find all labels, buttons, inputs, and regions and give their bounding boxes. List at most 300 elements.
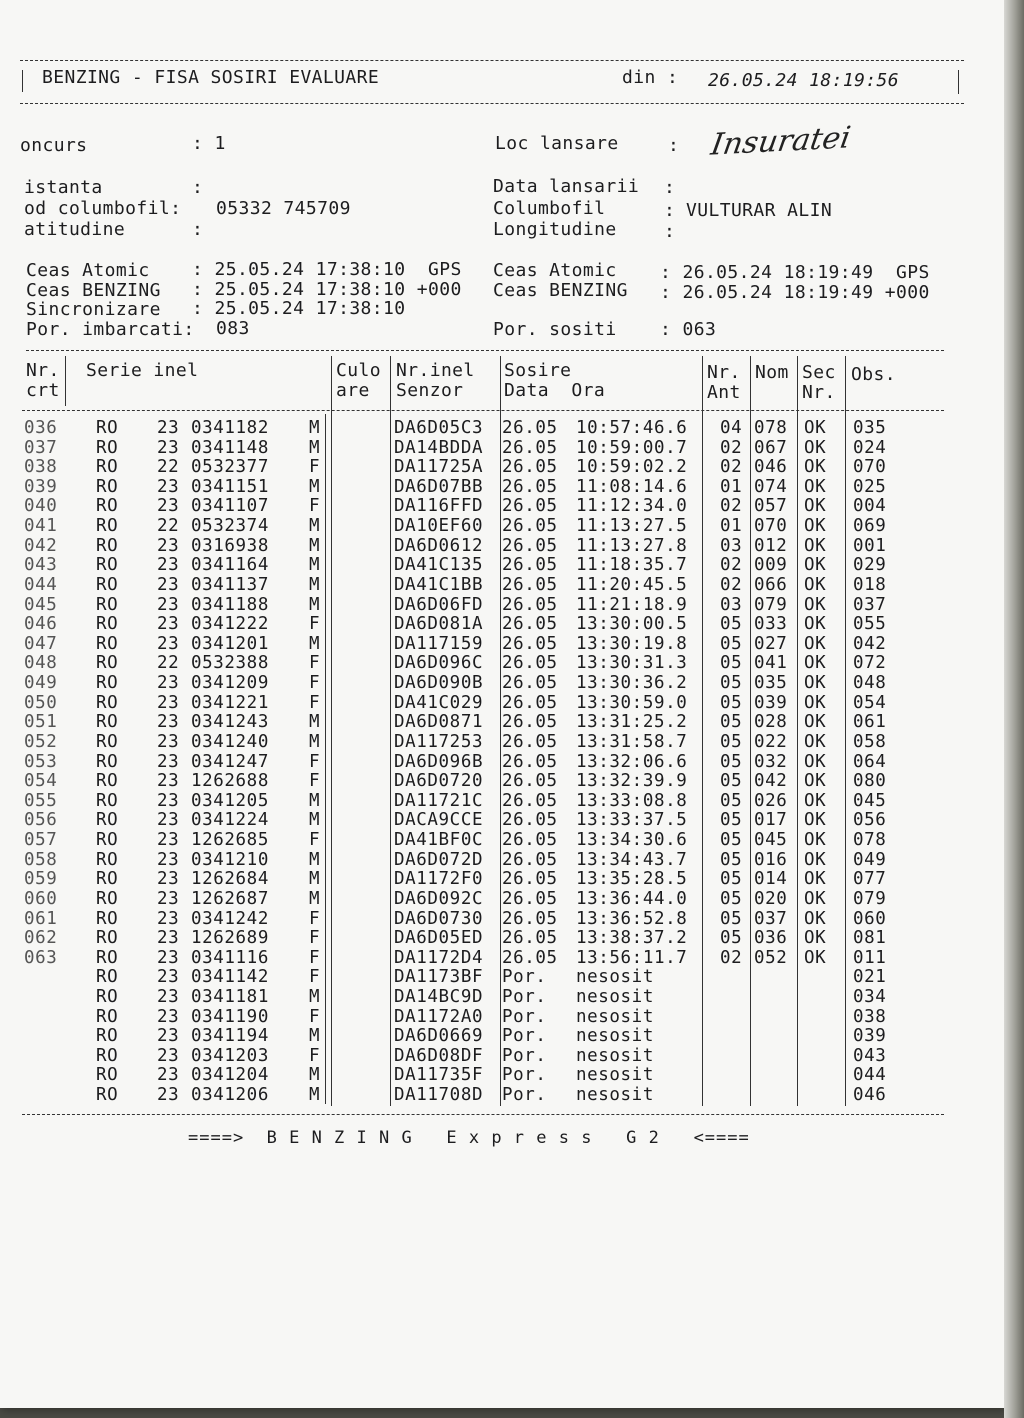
table-row xyxy=(0,811,1004,831)
cell-num: 0341182 xyxy=(191,418,269,438)
cell-sensor: DA41C029 xyxy=(394,692,484,713)
table-row xyxy=(0,772,1004,792)
cell-yr: 23 xyxy=(157,418,180,438)
cell-num: 0341194 xyxy=(191,1026,269,1047)
cell-ant: 03 xyxy=(720,535,743,556)
cell-num: 0341204 xyxy=(191,1065,269,1086)
cell-sensor: DA6D090B xyxy=(394,673,484,694)
cell-sx: M xyxy=(309,476,321,497)
cell-cc: RO xyxy=(96,986,119,1007)
table-row xyxy=(0,674,1004,694)
cell-obs: 001 xyxy=(853,535,887,556)
cell-yr: 23 xyxy=(157,771,180,792)
cell-date: 26.05 xyxy=(502,692,558,713)
cell-ant: 02 xyxy=(720,574,743,595)
longitudine-sep: : xyxy=(664,221,676,242)
cell-cc: RO xyxy=(96,967,119,988)
cell-nom: 017 xyxy=(754,810,788,831)
cell-obs: 056 xyxy=(853,810,887,831)
cell-cc: RO xyxy=(96,633,119,654)
cell-nom: 039 xyxy=(754,692,788,713)
cell-sec: OK xyxy=(804,869,827,890)
concurs-value: : 1 xyxy=(192,133,226,154)
cell-num: 0341181 xyxy=(191,986,269,1007)
cell-date: 26.05 xyxy=(502,849,558,870)
table-row xyxy=(0,478,1004,498)
cell-sx: M xyxy=(309,888,321,909)
cell-num: 1262687 xyxy=(191,888,269,909)
cell-nr: 051 xyxy=(24,712,58,733)
cell-nom: 022 xyxy=(754,731,788,752)
cell-num: 0341242 xyxy=(191,908,269,929)
cell-ant: 01 xyxy=(720,476,743,497)
cell-yr: 23 xyxy=(157,751,180,772)
cell-nr: 053 xyxy=(24,751,58,772)
cell-cc: RO xyxy=(96,437,119,458)
cell-yr: 23 xyxy=(157,1026,180,1047)
cell-sensor: DA1172A0 xyxy=(394,1006,484,1027)
cell-ant: 05 xyxy=(720,712,743,733)
cell-sec: OK xyxy=(804,574,827,595)
cell-sec: OK xyxy=(804,516,827,537)
cell-time: nesosit xyxy=(576,1006,654,1027)
cell-sx: M xyxy=(309,849,321,870)
cell-time: nesosit xyxy=(576,967,654,988)
cell-num: 0532388 xyxy=(191,653,269,674)
cell-nr: 042 xyxy=(24,535,58,556)
data-lansarii-label: Data lansarii xyxy=(493,176,640,197)
cell-obs: 035 xyxy=(853,418,887,438)
cell-nr: 039 xyxy=(24,476,58,497)
cod-columbofil-value: 05332 745709 xyxy=(216,198,351,219)
cell-sensor: DA6D081A xyxy=(394,614,484,635)
cell-date: Por. xyxy=(502,1065,547,1086)
header-right-border xyxy=(958,70,959,94)
cell-sensor: DA6D07BB xyxy=(394,476,484,497)
cell-date: 26.05 xyxy=(502,790,558,811)
cell-nr: 043 xyxy=(24,555,58,576)
cell-yr: 23 xyxy=(157,574,180,595)
cell-date: 26.05 xyxy=(502,594,558,615)
cell-sec: OK xyxy=(804,614,827,635)
cell-ant: 03 xyxy=(720,594,743,615)
cell-obs: 078 xyxy=(853,830,887,851)
cell-date: 26.05 xyxy=(502,574,558,595)
table-row xyxy=(0,988,1004,1008)
cell-sensor: DA1172F0 xyxy=(394,869,484,890)
table-row xyxy=(0,439,1004,459)
cell-cc: RO xyxy=(96,418,119,438)
cell-date: Por. xyxy=(502,986,547,1007)
cell-sx: M xyxy=(309,1026,321,1047)
cell-num: 0532374 xyxy=(191,516,269,537)
cell-nr: 046 xyxy=(24,614,58,635)
cell-num: 0341201 xyxy=(191,633,269,654)
cell-obs: 042 xyxy=(853,633,887,654)
cell-date: 26.05 xyxy=(502,869,558,890)
cell-sensor: DA6D05C3 xyxy=(394,418,484,438)
col-are-header: are xyxy=(336,380,370,401)
cell-sx: M xyxy=(309,418,321,438)
table-row xyxy=(0,694,1004,714)
cell-cc: RO xyxy=(96,1006,119,1027)
table-row xyxy=(0,831,1004,851)
cell-cc: RO xyxy=(96,457,119,478)
loc-lansare-label: Loc lansare xyxy=(495,133,619,154)
cell-yr: 22 xyxy=(157,457,180,478)
cell-sx: M xyxy=(309,555,321,576)
cell-yr: 23 xyxy=(157,830,180,851)
table-top-rule xyxy=(26,350,944,351)
col-senzor-header: Senzor xyxy=(396,380,464,401)
col-nrinel-header: Nr.inel xyxy=(396,360,475,381)
cell-sx: M xyxy=(309,437,321,458)
cell-time: 11:21:18.9 xyxy=(576,594,688,615)
cell-nr: 052 xyxy=(24,731,58,752)
cell-nom: 035 xyxy=(754,673,788,694)
cell-cc: RO xyxy=(96,712,119,733)
table-row xyxy=(0,753,1004,773)
cell-date: 26.05 xyxy=(502,731,558,752)
cell-nom: 067 xyxy=(754,437,788,458)
cell-sx: M xyxy=(309,869,321,890)
cell-date: 26.05 xyxy=(502,653,558,674)
cell-num: 1262688 xyxy=(191,771,269,792)
cell-sensor: DA11725A xyxy=(394,457,484,478)
cell-sec: OK xyxy=(804,535,827,556)
cell-sensor: DA41BF0C xyxy=(394,830,484,851)
cell-num: 0341221 xyxy=(191,692,269,713)
ceas-benzing-sosire-value: : 26.05.24 18:19:49 +000 xyxy=(660,282,930,303)
cell-sensor: DA6D072D xyxy=(394,849,484,870)
cell-sensor: DA6D05ED xyxy=(394,928,484,949)
cell-time: nesosit xyxy=(576,986,654,1007)
table-row xyxy=(0,949,1004,969)
cell-nr: 044 xyxy=(24,574,58,595)
cell-sensor: DA14BC9D xyxy=(394,986,484,1007)
cell-nr: 041 xyxy=(24,516,58,537)
cell-date: Por. xyxy=(502,1085,547,1106)
table-row xyxy=(0,910,1004,930)
ceas-benzing-sosire-label: Ceas BENZING xyxy=(493,280,628,301)
cell-sec: OK xyxy=(804,771,827,792)
cell-time: 11:12:34.0 xyxy=(576,496,688,517)
cell-sx: F xyxy=(309,908,321,929)
cell-obs: 025 xyxy=(853,476,887,497)
cell-num: 0341151 xyxy=(191,476,269,497)
latitudine-label: atitudine xyxy=(24,219,126,240)
col-serie-header: Serie inel xyxy=(86,360,199,381)
header-top-rule xyxy=(20,60,964,61)
cell-sx: M xyxy=(309,594,321,615)
cell-ant: 05 xyxy=(720,633,743,654)
cell-yr: 23 xyxy=(157,1085,180,1106)
cell-ant: 05 xyxy=(720,888,743,909)
cell-time: 13:31:58.7 xyxy=(576,731,688,752)
date-label: din : xyxy=(622,67,679,88)
cell-sx: M xyxy=(309,731,321,752)
cell-sensor: DA117159 xyxy=(394,633,484,654)
cell-sx: F xyxy=(309,928,321,949)
cell-time: 13:36:52.8 xyxy=(576,908,688,929)
cell-num: 0341205 xyxy=(191,790,269,811)
cell-num: 0341224 xyxy=(191,810,269,831)
cell-obs: 044 xyxy=(853,1065,887,1086)
cell-sensor: DA11721C xyxy=(394,790,484,811)
cell-sensor: DA41C1BB xyxy=(394,574,484,595)
cell-cc: RO xyxy=(96,614,119,635)
cell-time: 13:30:19.8 xyxy=(576,633,688,654)
cell-time: 13:31:25.2 xyxy=(576,712,688,733)
cell-obs: 038 xyxy=(853,1006,887,1027)
col-line-nr-head xyxy=(65,356,66,406)
footer-banner: ====> B E N Z I N G E x p r e s s G 2 <==== xyxy=(188,1128,750,1148)
table-row xyxy=(0,792,1004,812)
cell-sx: F xyxy=(309,771,321,792)
cell-sx: F xyxy=(309,692,321,713)
cell-time: 13:32:39.9 xyxy=(576,771,688,792)
cell-sec: OK xyxy=(804,496,827,517)
cell-obs: 011 xyxy=(853,947,887,968)
cell-yr: 23 xyxy=(157,476,180,497)
cell-yr: 23 xyxy=(157,731,180,752)
longitudine-label: Longitudine xyxy=(493,219,617,240)
cell-date: 26.05 xyxy=(502,712,558,733)
ceas-atomic-value: : 25.05.24 17:38:10 GPS xyxy=(192,259,462,280)
cell-yr: 23 xyxy=(157,535,180,556)
cell-yr: 23 xyxy=(157,555,180,576)
cell-ant: 02 xyxy=(720,457,743,478)
table-row xyxy=(0,1027,1004,1047)
cell-nom: 041 xyxy=(754,653,788,674)
porumbei-sositi-value: : 063 xyxy=(660,319,717,340)
table-row xyxy=(0,556,1004,576)
cell-sx: F xyxy=(309,653,321,674)
cell-nr: 057 xyxy=(24,830,58,851)
table-row xyxy=(0,497,1004,517)
cell-yr: 22 xyxy=(157,653,180,674)
table-row xyxy=(0,596,1004,616)
cell-time: 11:18:35.7 xyxy=(576,555,688,576)
cell-sec: OK xyxy=(804,673,827,694)
cell-obs: 081 xyxy=(853,928,887,949)
cell-obs: 055 xyxy=(853,614,887,635)
table-row xyxy=(0,1086,1004,1106)
cell-date: 26.05 xyxy=(502,947,558,968)
cell-sx: M xyxy=(309,712,321,733)
col-nom-header: Nom xyxy=(755,362,789,383)
cell-sensor: DA11708D xyxy=(394,1085,484,1106)
cell-time: 13:33:08.8 xyxy=(576,790,688,811)
cell-num: 0341137 xyxy=(191,574,269,595)
cell-time: 13:36:44.0 xyxy=(576,888,688,909)
cell-yr: 23 xyxy=(157,496,180,517)
cell-obs: 079 xyxy=(853,888,887,909)
cell-cc: RO xyxy=(96,810,119,831)
cell-time: 13:30:59.0 xyxy=(576,692,688,713)
cell-yr: 23 xyxy=(157,437,180,458)
sincronizare-label: Sincronizare xyxy=(26,299,161,320)
cell-sec: OK xyxy=(804,692,827,713)
col-secnr-header: Nr. xyxy=(802,382,836,403)
cell-num: 0341222 xyxy=(191,614,269,635)
cell-sx: F xyxy=(309,751,321,772)
cell-sensor: DA41C135 xyxy=(394,555,484,576)
cell-sensor: DA6D0669 xyxy=(394,1026,484,1047)
cell-yr: 23 xyxy=(157,947,180,968)
cell-obs: 029 xyxy=(853,555,887,576)
cell-time: 11:08:14.6 xyxy=(576,476,688,497)
cell-yr: 22 xyxy=(157,516,180,537)
cell-ant: 01 xyxy=(720,516,743,537)
cell-time: 13:30:36.2 xyxy=(576,673,688,694)
cell-nom: 052 xyxy=(754,947,788,968)
cell-ant: 05 xyxy=(720,790,743,811)
cell-sensor: DA6D0720 xyxy=(394,771,484,792)
col-nr-header: Nr. xyxy=(26,360,60,381)
cell-yr: 23 xyxy=(157,712,180,733)
cell-cc: RO xyxy=(96,692,119,713)
cell-obs: 060 xyxy=(853,908,887,929)
cell-num: 0341210 xyxy=(191,849,269,870)
cell-yr: 23 xyxy=(157,888,180,909)
cell-date: 26.05 xyxy=(502,418,558,438)
cell-sec: OK xyxy=(804,555,827,576)
header-bottom-rule xyxy=(20,103,964,104)
cell-nom: 074 xyxy=(754,476,788,497)
cell-cc: RO xyxy=(96,751,119,772)
cell-time: 10:57:46.6 xyxy=(576,418,688,438)
cell-nr: 062 xyxy=(24,928,58,949)
cell-nom: 042 xyxy=(754,771,788,792)
cell-obs: 064 xyxy=(853,751,887,772)
cell-date: Por. xyxy=(502,1045,547,1066)
cell-obs: 045 xyxy=(853,790,887,811)
loc-lansare-handwritten: Insuratei xyxy=(708,120,854,163)
cell-sx: M xyxy=(309,1065,321,1086)
cell-obs: 061 xyxy=(853,712,887,733)
table-row xyxy=(0,654,1004,674)
cell-sensor: DA117253 xyxy=(394,731,484,752)
cell-obs: 024 xyxy=(853,437,887,458)
cell-sx: M xyxy=(309,535,321,556)
cell-obs: 043 xyxy=(853,1045,887,1066)
cell-time: 13:34:30.6 xyxy=(576,830,688,851)
cell-sx: F xyxy=(309,1045,321,1066)
porumbei-imbarcati-value: 083 xyxy=(216,318,250,339)
cell-obs: 058 xyxy=(853,731,887,752)
loc-lansare-sep: : xyxy=(668,135,680,156)
cell-nom: 045 xyxy=(754,830,788,851)
col-culo-header: Culo xyxy=(336,360,381,381)
table-row xyxy=(0,1066,1004,1086)
col-crt-header: crt xyxy=(26,380,60,401)
cell-ant: 05 xyxy=(720,731,743,752)
cell-cc: RO xyxy=(96,947,119,968)
cell-ant: 05 xyxy=(720,869,743,890)
cell-yr: 23 xyxy=(157,692,180,713)
cell-obs: 070 xyxy=(853,457,887,478)
cell-yr: 23 xyxy=(157,849,180,870)
page-title: BENZING - FISA SOSIRI EVALUARE xyxy=(42,67,380,88)
cell-cc: RO xyxy=(96,928,119,949)
porumbei-sositi-label: Por. sositi xyxy=(493,319,617,340)
ceas-atomic-sosire-label: Ceas Atomic xyxy=(493,260,617,281)
cell-sensor: DA116FFD xyxy=(394,496,484,517)
cell-nr: 056 xyxy=(24,810,58,831)
cell-time: nesosit xyxy=(576,1085,654,1106)
cell-ant: 05 xyxy=(720,673,743,694)
cell-yr: 23 xyxy=(157,673,180,694)
cell-ant: 05 xyxy=(720,653,743,674)
columbofil-value: VULTURAR ALIN xyxy=(686,200,833,221)
cell-sensor: DA6D096C xyxy=(394,653,484,674)
cell-nom: 070 xyxy=(754,516,788,537)
cell-num: 0341164 xyxy=(191,555,269,576)
cell-date: Por. xyxy=(502,967,547,988)
cell-nom: 033 xyxy=(754,614,788,635)
ceas-atomic-sosire-value: : 26.05.24 18:19:49 GPS xyxy=(660,262,930,283)
cell-sec: OK xyxy=(804,908,827,929)
cell-sec: OK xyxy=(804,437,827,458)
cell-date: 26.05 xyxy=(502,888,558,909)
cell-ant: 05 xyxy=(720,908,743,929)
cell-date: 26.05 xyxy=(502,555,558,576)
table-row xyxy=(0,890,1004,910)
cell-ant: 05 xyxy=(720,771,743,792)
concurs-label: oncurs xyxy=(20,135,88,156)
cell-time: 11:13:27.5 xyxy=(576,516,688,537)
cell-cc: RO xyxy=(96,731,119,752)
cell-ant: 05 xyxy=(720,614,743,635)
cell-obs: 004 xyxy=(853,496,887,517)
cell-date: 26.05 xyxy=(502,476,558,497)
cell-cc: RO xyxy=(96,555,119,576)
cell-time: 13:34:43.7 xyxy=(576,849,688,870)
table-header-rule xyxy=(22,410,944,411)
col-sec-header: Sec xyxy=(802,362,836,383)
cell-sensor: DA14BDDA xyxy=(394,437,484,458)
cell-sec: OK xyxy=(804,712,827,733)
cell-nom: 028 xyxy=(754,712,788,733)
columbofil-label: Columbofil xyxy=(493,198,606,219)
cell-sx: M xyxy=(309,516,321,537)
cell-sec: OK xyxy=(804,888,827,909)
cell-time: nesosit xyxy=(576,1026,654,1047)
cell-nom: 027 xyxy=(754,633,788,654)
cell-nom: 009 xyxy=(754,555,788,576)
cell-obs: 039 xyxy=(853,1026,887,1047)
cell-date: 26.05 xyxy=(502,437,558,458)
cell-sx: M xyxy=(309,986,321,1007)
cell-time: 13:32:06.6 xyxy=(576,751,688,772)
cell-sx: F xyxy=(309,614,321,635)
cell-yr: 23 xyxy=(157,633,180,654)
cell-cc: RO xyxy=(96,1065,119,1086)
cell-sx: M xyxy=(309,1085,321,1106)
cell-sx: F xyxy=(309,830,321,851)
cell-sx: F xyxy=(309,496,321,517)
cell-cc: RO xyxy=(96,849,119,870)
cell-nom: 066 xyxy=(754,574,788,595)
col-ant-header: Ant xyxy=(707,382,741,403)
cell-ant: 02 xyxy=(720,496,743,517)
cell-sec: OK xyxy=(804,849,827,870)
cell-nr: 058 xyxy=(24,849,58,870)
cell-cc: RO xyxy=(96,830,119,851)
cell-cc: RO xyxy=(96,653,119,674)
cell-sx: M xyxy=(309,810,321,831)
